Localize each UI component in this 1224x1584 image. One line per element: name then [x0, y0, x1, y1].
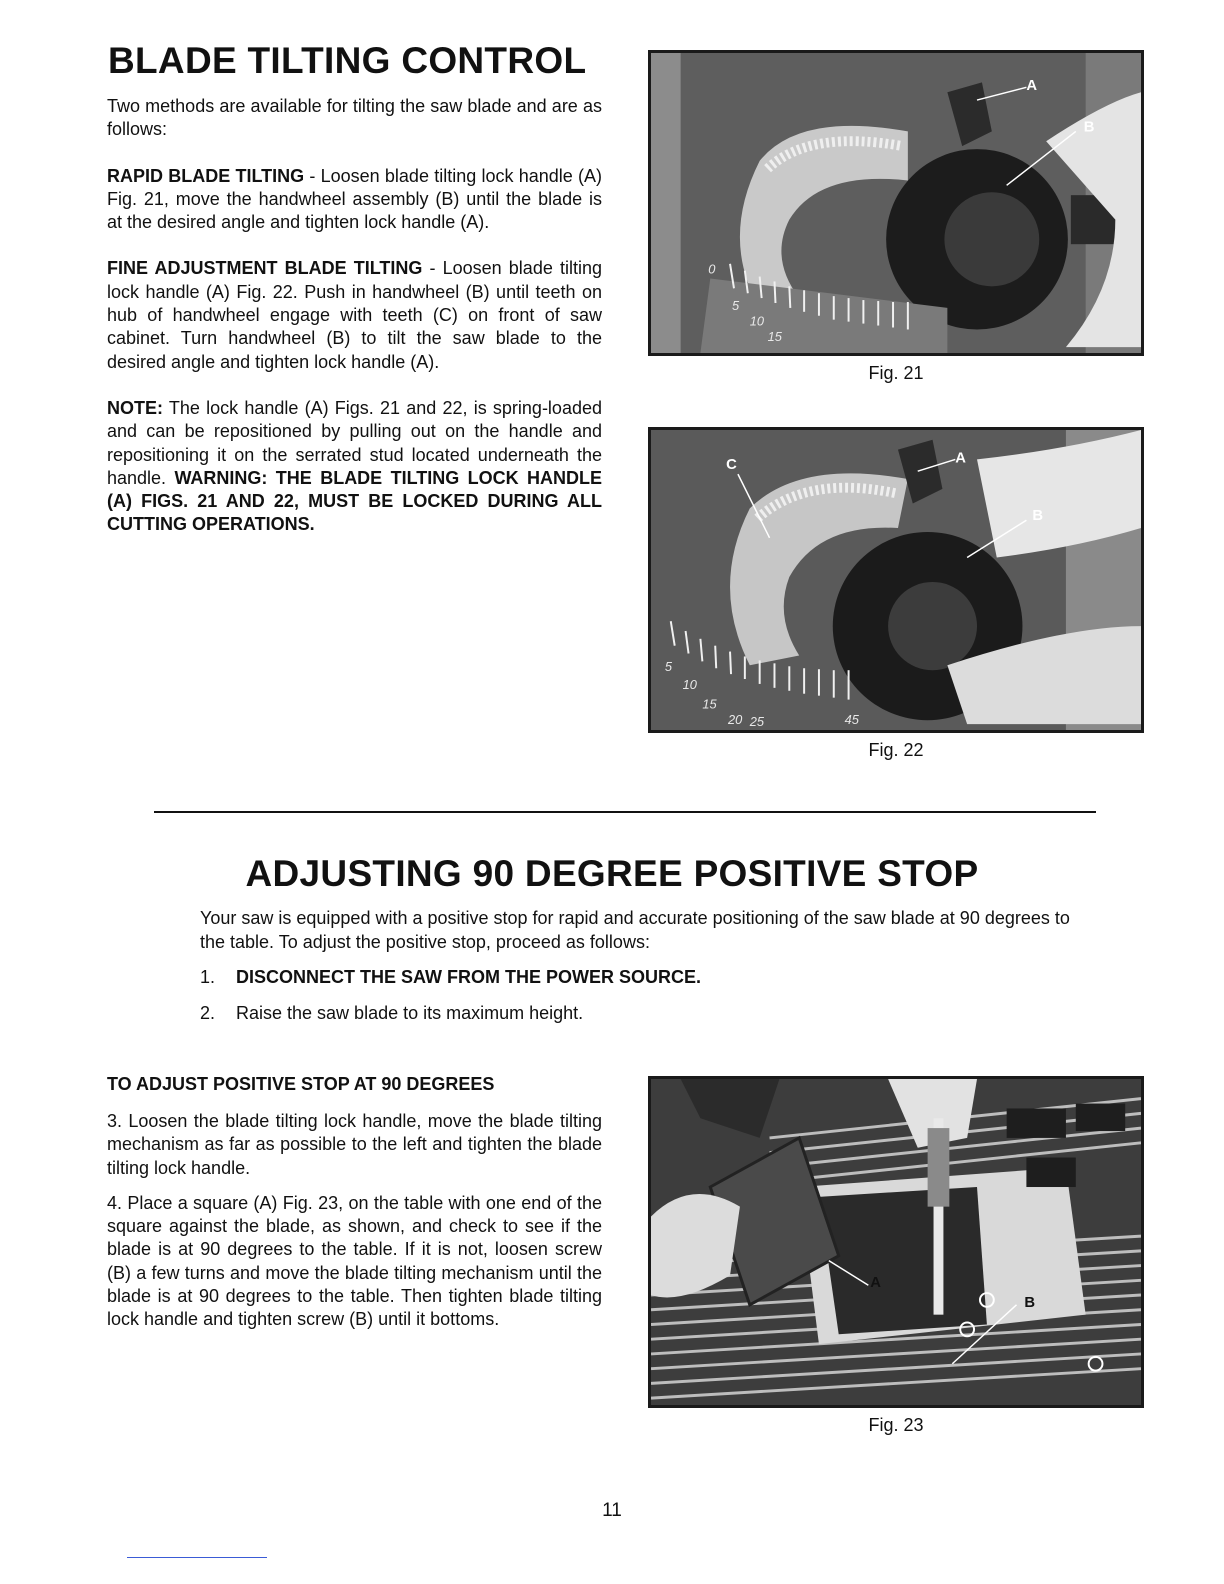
rapid-tilting-lead: RAPID BLADE TILTING — [107, 165, 305, 186]
rapid-tilting-text: - Loosen blade tilting lock handle (A) Fig. 21, move the handwheel assembly (B) until the blade is at the desired angle and tighten lock handle (A). — [107, 165, 602, 233]
step-3-paragraph: 3. Loosen the blade tilting lock handle, move the blade tilting mechanism as far as possible to the left and tighten the blade tilting lock handle. — [107, 1111, 602, 1178]
figure-22-photo — [648, 427, 1144, 733]
fig21-label-a: A — [1026, 78, 1038, 95]
fine-adjustment-paragraph — [107, 257, 602, 373]
fig22-scale-5: 5 — [664, 659, 672, 675]
fig21-scale-0: 0 — [708, 261, 716, 277]
step-1 — [200, 967, 701, 988]
step-1-number: 1. — [200, 967, 216, 987]
fig21-scale-5: 5 — [732, 297, 740, 313]
figure-23-caption: Fig. 23 — [868, 1415, 924, 1435]
fig21-scale-15: 15 — [767, 329, 782, 345]
bottom-edge-line — [127, 1557, 267, 1558]
fig22-label-a: A — [955, 450, 966, 467]
fig23-label-b: B — [1024, 1294, 1036, 1311]
fine-adjustment-text: - Loosen blade tilting lock handle (A) Fig. 22. Push in handwheel (B) until teeth on hub of handwheel engage with teeth (C) on front of saw cabinet. Turn handwheel (B) to tilt the saw blade to the desired angle and tighten lock handle (A). — [107, 258, 602, 372]
figure-22-caption: Fig. 22 — [868, 740, 924, 760]
page-number: 11 — [602, 1500, 622, 1521]
figure-21-caption: Fig. 21 — [868, 363, 924, 383]
figure-21-photo — [648, 50, 1144, 356]
note-paragraph — [107, 397, 602, 537]
section1-body — [107, 95, 602, 537]
section-title-positive-stop: ADJUSTING 90 DEGREE POSITIVE STOP — [245, 853, 979, 894]
fig22-label-c: C — [726, 457, 737, 474]
fig22-scale-10: 10 — [682, 676, 697, 692]
section-divider — [154, 811, 1096, 813]
fig21-scale-10: 10 — [749, 313, 765, 329]
fine-adjustment-lead: FINE ADJUSTMENT BLADE TILTING — [107, 258, 423, 279]
fig21-label-b: B — [1083, 119, 1095, 136]
warning-text: WARNING: THE BLADE TILTING LOCK HANDLE (A) FIGS. 21 AND 22, MUST BE LOCKED DURING ALL CUTTING OPERATIONS. — [107, 467, 602, 535]
step-2-text: Raise the saw blade to its maximum height. — [236, 1003, 584, 1023]
fig23-label-a: A — [870, 1275, 882, 1292]
fig22-scale-20: 20 — [728, 712, 743, 728]
section-title-blade-tilting: BLADE TILTING CONTROL — [108, 40, 587, 81]
positive-stop-intro: Your saw is equipped with a positive stop for rapid and accurate positioning of the saw blade at 90 degrees to the table. To adjust the positive stop, proceed as follows: — [200, 908, 1070, 952]
step-1-text: DISCONNECT THE SAW FROM THE POWER SOURCE. — [236, 967, 702, 987]
note-text: The lock handle (A) Figs. 21 and 22, is spring-loaded and can be repositioned by pulling out on the handle and repositioning it on the serrated stud located underneath the handle. — [107, 397, 602, 488]
intro-paragraph: Two methods are available for tilting the saw blade and are as follows: — [107, 96, 602, 140]
step-2 — [200, 1003, 583, 1024]
figure-23-photo — [648, 1076, 1144, 1408]
fig22-label-b: B — [1032, 508, 1044, 525]
section2-body — [107, 1110, 602, 1332]
fig22-scale-25: 25 — [749, 714, 765, 730]
fig22-scale-45: 45 — [844, 712, 859, 728]
step-2-number: 2. — [200, 1003, 216, 1023]
adjust-positive-stop-subheading: TO ADJUST POSITIVE STOP AT 90 DEGREES — [107, 1074, 495, 1094]
step-4-paragraph: 4. Place a square (A) Fig. 23, on the table with one end of the square against the blade, as shown, and check to see if the blade is at 90 degrees to the table. If it is not, loosen screw (B) a few turns and move the blade tilting mechanism until the blade is at 90 degrees to the table. Then tighten blade tilting lock handle and tighten screw (B) until it bottoms. — [107, 1192, 602, 1330]
fig22-scale-15: 15 — [702, 696, 717, 712]
note-lead: NOTE: — [107, 397, 163, 418]
rapid-tilting-paragraph — [107, 165, 602, 235]
